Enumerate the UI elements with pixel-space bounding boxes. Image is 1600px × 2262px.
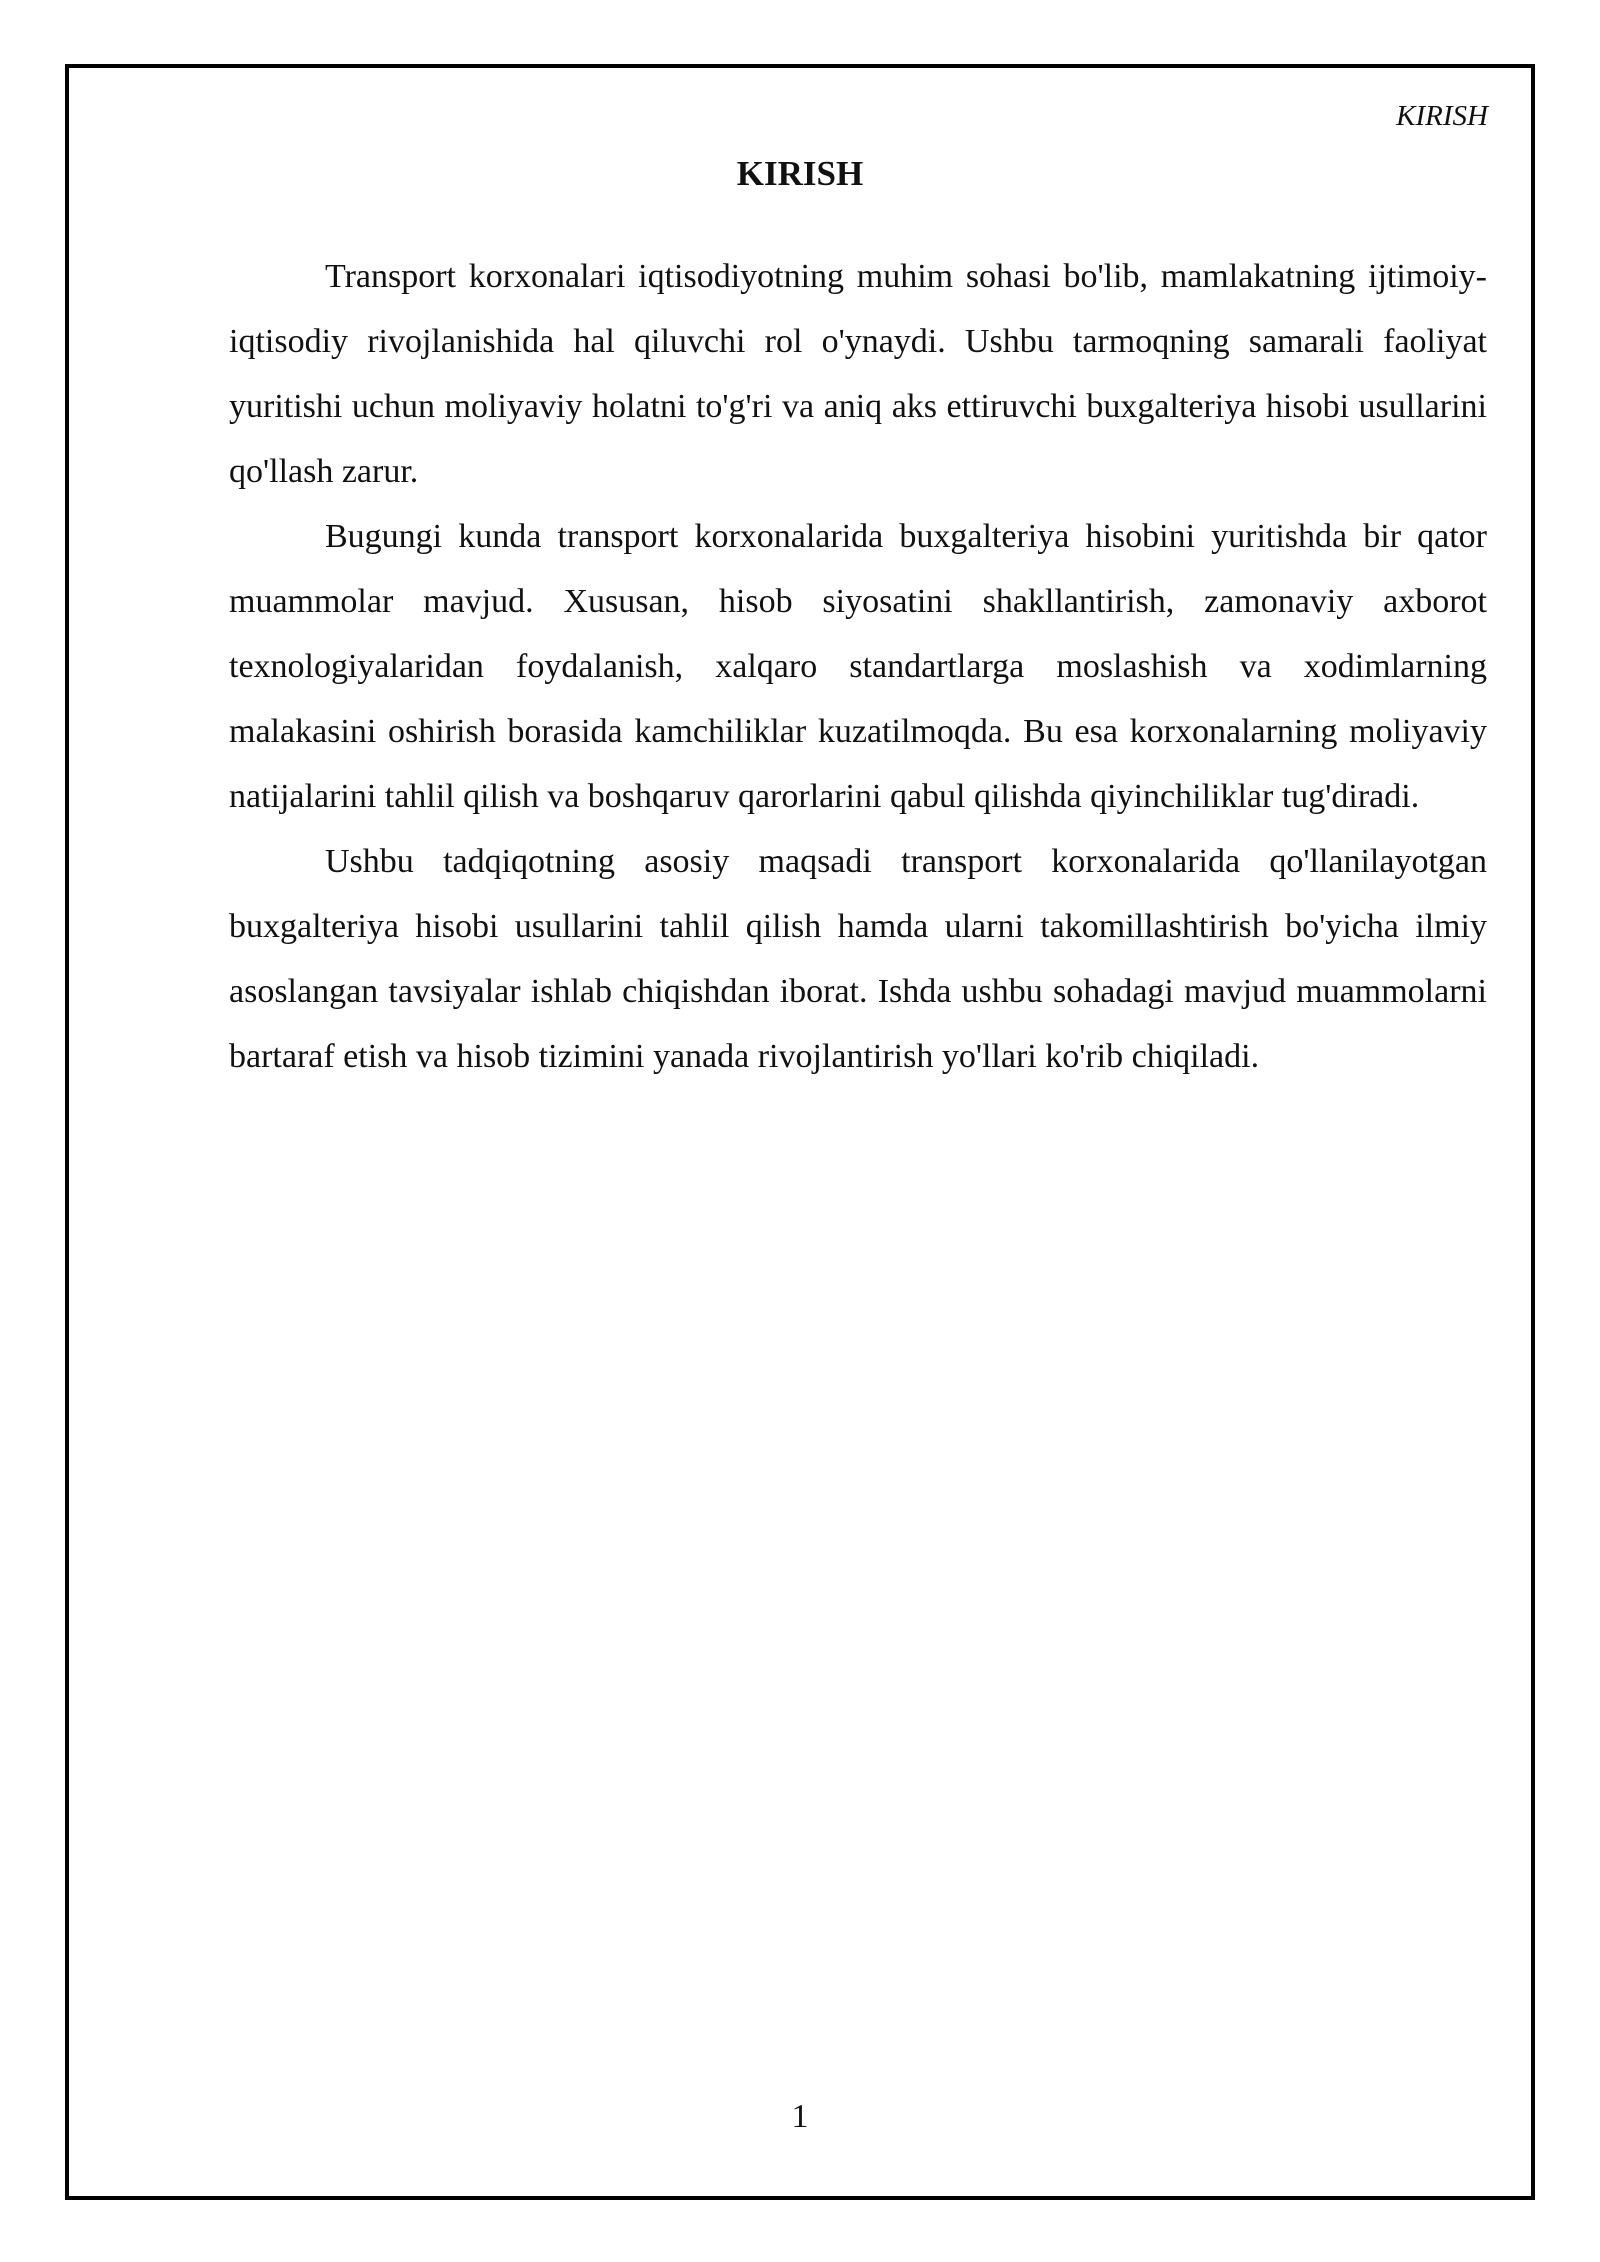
- paragraph-3: Ushbu tadqiqotning asosiy maqsadi transport korxonalarida qo'llanilayotgan buxgalteriya hisobi usullarini tahlil qilish hamda ularni takomillashtirish bo'yicha ilmiy asoslangan tavsiyalar ishlab chiqishdan iborat. Ishda ushbu sohadagi mavjud muammolarni bartaraf etish va hisob tizimini yanada rivojlantirish yo'llari ko'rib chiqiladi.: [229, 843, 1487, 1075]
- paragraph-1: Transport korxonalari iqtisodiyotning muhim sohasi bo'lib, mamlakatning ijtimoiy-iqtisodiy rivojlanishida hal qiluvchi rol o'ynaydi. Ushbu tarmoqning samarali faoliyat yuritishi uchun moliyaviy holatni to'g'ri va aniq aks ettiruvchi buxgalteriya hisobi usullarini qo'llash zarur.: [229, 258, 1487, 490]
- document-body: [229, 244, 1487, 1089]
- page-number: 1: [791, 2098, 809, 2135]
- running-header: KIRISH: [1396, 100, 1488, 132]
- page-title: KIRISH: [736, 154, 864, 193]
- paragraph-2: Bugungi kunda transport korxonalarida buxgalteriya hisobini yuritishda bir qator muammolar mavjud. Xususan, hisob siyosatini shakllantirish, zamonaviy axborot texnologiyalaridan foydalanish, xalqaro standartlarga moslashish va xodimlarning malakasini oshirish borasida kamchiliklar kuzatilmoqda. Bu esa korxonalarning moliyaviy natijalarini tahlil qilish va boshqaruv qarorlarini qabul qilishda qiyinchiliklar tug'diradi.: [229, 518, 1487, 815]
